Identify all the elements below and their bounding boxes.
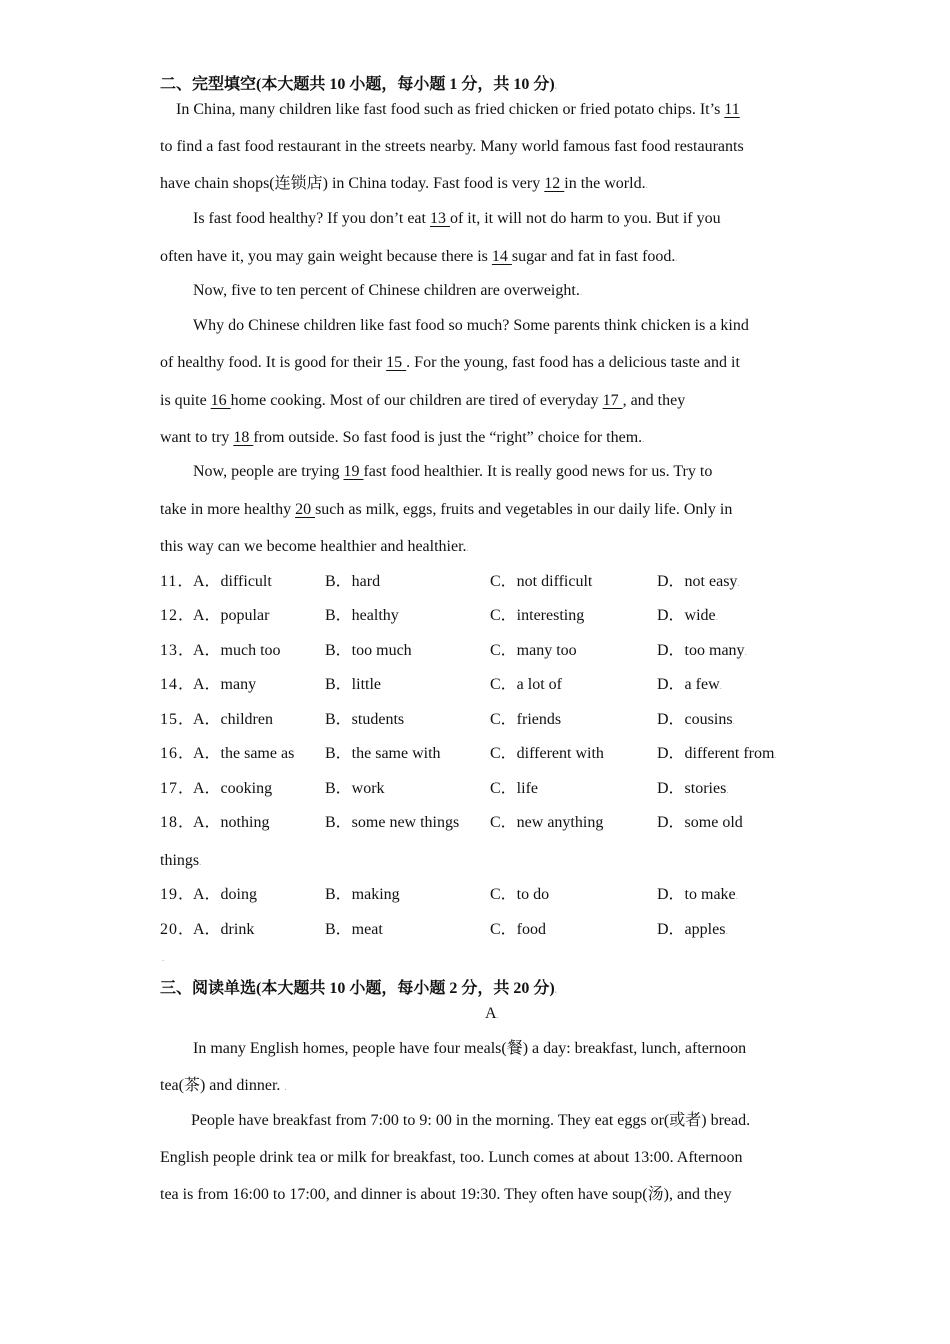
text-span: this way can we become healthier and healthier. <box>160 538 467 555</box>
option-d-label: D．cousins <box>657 711 733 728</box>
section-2-heading <box>160 75 557 96</box>
option-c[interactable]: C．interesting <box>490 607 585 624</box>
option-d-wrap[interactable] <box>160 851 201 872</box>
para-mark: . <box>579 287 583 297</box>
text-span: . For the young, fast food has a delicious taste and it <box>406 354 740 371</box>
para-mark: . <box>732 716 735 726</box>
option-c[interactable]: C．to do <box>490 886 550 903</box>
passage-line <box>193 209 721 229</box>
option-d-label: D．wide <box>657 607 716 624</box>
text-span: tea(茶) and dinner. <box>160 1077 281 1094</box>
section-3-title: 三、阅读单选(本大题共 10 小题，每小题 2 分，共 20 分) <box>160 980 555 997</box>
option-d[interactable] <box>657 920 728 941</box>
passage-line <box>160 500 732 520</box>
option-b[interactable]: B．too much <box>325 642 412 659</box>
para-mark: . <box>744 647 747 657</box>
para-mark: . <box>774 750 777 760</box>
text-span: from outside. So fast food is just the “right” choice for them. <box>253 429 643 446</box>
text-span: take in more healthy <box>160 501 296 518</box>
question-number: 19． <box>160 886 196 903</box>
para-mark: . <box>466 543 469 553</box>
text-span: Now, five to ten percent of Chinese children are overweight. <box>193 282 580 299</box>
text-span: sugar and fat in fast food. <box>511 248 676 265</box>
text-span: want to try <box>160 429 234 446</box>
para-mark: . <box>554 985 557 995</box>
passage-line <box>160 537 469 558</box>
option-a[interactable]: A．drink <box>193 921 255 938</box>
question-number: 20． <box>160 921 196 938</box>
passage-line: English people drink tea or milk for breakfast, too. Lunch comes at about 13:00. Afternoon <box>160 1149 743 1166</box>
text-span: Is fast food healthy? If you don’t eat <box>193 210 430 227</box>
blank-15: 15 <box>386 354 407 371</box>
question-number: 15． <box>160 711 196 728</box>
blank-11: 11 <box>724 101 740 118</box>
option-a[interactable]: A．many <box>193 676 257 693</box>
option-d[interactable] <box>657 885 738 906</box>
option-c[interactable]: C．different with <box>490 745 604 762</box>
blank-19: 19 <box>343 463 364 480</box>
question-number: 16． <box>160 745 196 762</box>
passage-line: to find a fast food restaurant in the streets nearby. Many world famous fast food restaurants <box>160 138 744 155</box>
option-c[interactable]: C．a lot of <box>490 676 562 693</box>
option-c[interactable]: C．friends <box>490 711 562 728</box>
passage-label <box>485 1004 499 1025</box>
question-number: 13． <box>160 642 196 659</box>
option-a[interactable]: A．nothing <box>193 814 270 831</box>
option-d[interactable] <box>657 641 747 662</box>
passage-line <box>176 100 740 120</box>
option-d-label: D．stories <box>657 780 727 797</box>
option-c[interactable]: C．not difficult <box>490 573 593 590</box>
passage-line: tea is from 16:00 to 17:00, and dinner is about 19:30. They often have soup(汤), and they <box>160 1186 732 1203</box>
option-a[interactable]: A．cooking <box>193 780 273 797</box>
option-a[interactable]: A．difficult <box>193 573 272 590</box>
option-d-label: D．apples <box>657 921 726 938</box>
passage-label-text: A <box>485 1005 497 1022</box>
section-3-heading <box>160 979 557 1000</box>
blank-20: 20 <box>295 501 316 518</box>
option-d-label: D．a few <box>657 676 720 693</box>
text-span: , and they <box>622 392 686 409</box>
option-b[interactable]: B．little <box>325 676 382 693</box>
para-mark: . <box>726 785 729 795</box>
question-number: 11． <box>160 573 195 590</box>
option-b[interactable]: B．students <box>325 711 405 728</box>
passage-line: In many English homes, people have four meals(餐) a day: breakfast, lunch, afternoon <box>193 1040 747 1057</box>
option-d[interactable] <box>657 572 740 593</box>
option-a[interactable]: A．doing <box>193 886 258 903</box>
option-a[interactable]: A．popular <box>193 607 270 624</box>
option-a[interactable]: A．much too <box>193 642 281 659</box>
passage-line <box>193 462 712 482</box>
passage-line: Why do Chinese children like fast food so much? Some parents think chicken is a kind <box>193 317 749 334</box>
option-a[interactable]: A．children <box>193 711 273 728</box>
passage-line <box>160 428 644 449</box>
question-number: 17． <box>160 780 196 797</box>
blank-18: 18 <box>233 429 254 446</box>
para-mark: . <box>199 857 202 867</box>
para-mark: . <box>554 81 557 91</box>
option-b[interactable]: B．hard <box>325 573 381 590</box>
option-d[interactable] <box>657 606 718 627</box>
blank-14: 14 <box>491 248 512 265</box>
blank-13: 13 <box>429 210 450 227</box>
passage-line <box>160 174 648 195</box>
passage-line: People have breakfast from 7:00 to 9: 00 in the morning. They eat eggs or(或者) bread. <box>191 1112 751 1129</box>
para-mark: . <box>496 1010 499 1020</box>
para-mark: . <box>725 926 728 936</box>
question-number: 12． <box>160 607 196 624</box>
passage-line <box>193 281 582 302</box>
question-number: 14． <box>160 676 196 693</box>
passage-line <box>160 1076 287 1097</box>
option-d-label: D．different from <box>657 745 775 762</box>
para-mark: . <box>675 253 678 263</box>
para-mark: . <box>719 681 722 691</box>
text-span: is quite <box>160 392 211 409</box>
option-b[interactable]: B．making <box>325 886 400 903</box>
option-b[interactable]: B．the same with <box>325 745 441 762</box>
para-mark: . <box>737 578 740 588</box>
option-d[interactable]: D．some old <box>657 814 743 831</box>
option-d[interactable] <box>657 710 735 731</box>
blank-17: 17 <box>602 392 623 409</box>
option-d-wrap-label: things <box>160 852 200 869</box>
question-number: 18． <box>160 814 196 831</box>
empty-paragraph-mark: . <box>162 953 165 963</box>
option-d-label: D．too many <box>657 642 745 659</box>
text-span: of it, it will not do harm to you. But if you <box>449 210 721 227</box>
passage-line <box>160 353 740 373</box>
para-mark: . <box>715 612 718 622</box>
option-c[interactable]: C．many too <box>490 642 577 659</box>
option-b[interactable]: B．meat <box>325 921 383 938</box>
text-span: in the world. <box>564 175 646 192</box>
option-d-label: D．not easy <box>657 573 738 590</box>
para-mark: . <box>284 1082 287 1092</box>
para-mark: . <box>642 434 645 444</box>
option-c[interactable]: C．life <box>490 780 538 797</box>
passage-line <box>160 247 678 268</box>
option-d[interactable] <box>657 675 722 696</box>
option-b[interactable]: B．work <box>325 780 385 797</box>
text-span: fast food healthier. It is really good news for us. Try to <box>363 463 713 480</box>
option-c[interactable]: C．food <box>490 921 547 938</box>
option-a[interactable]: A．the same as <box>193 745 295 762</box>
text-span: such as milk, eggs, fruits and vegetables in our daily life. Only in <box>315 501 733 518</box>
option-d[interactable] <box>657 779 729 800</box>
text-span: home cooking. Most of our children are tired of everyday <box>230 392 603 409</box>
text-span: Now, people are trying <box>193 463 344 480</box>
option-d-label: D．to make <box>657 886 736 903</box>
blank-16: 16 <box>210 392 231 409</box>
text-span: In China, many children like fast food such as fried chicken or fried potato chips. It’s <box>176 101 725 118</box>
option-b[interactable]: B．some new things <box>325 814 460 831</box>
option-c[interactable]: C．new anything <box>490 814 604 831</box>
text-span: have chain shops(连锁店) in China today. Fast food is very <box>160 175 545 192</box>
text-span: often have it, you may gain weight because there is <box>160 248 492 265</box>
option-b[interactable]: B．healthy <box>325 607 399 624</box>
para-mark: . <box>645 180 648 190</box>
section-2-title: 二、完型填空(本大题共 10 小题，每小题 1 分，共 10 分) <box>160 76 555 93</box>
passage-line <box>160 391 685 411</box>
option-d[interactable] <box>657 744 777 765</box>
para-mark: . <box>735 891 738 901</box>
blank-12: 12 <box>544 175 565 192</box>
text-span: of healthy food. It is good for their <box>160 354 387 371</box>
